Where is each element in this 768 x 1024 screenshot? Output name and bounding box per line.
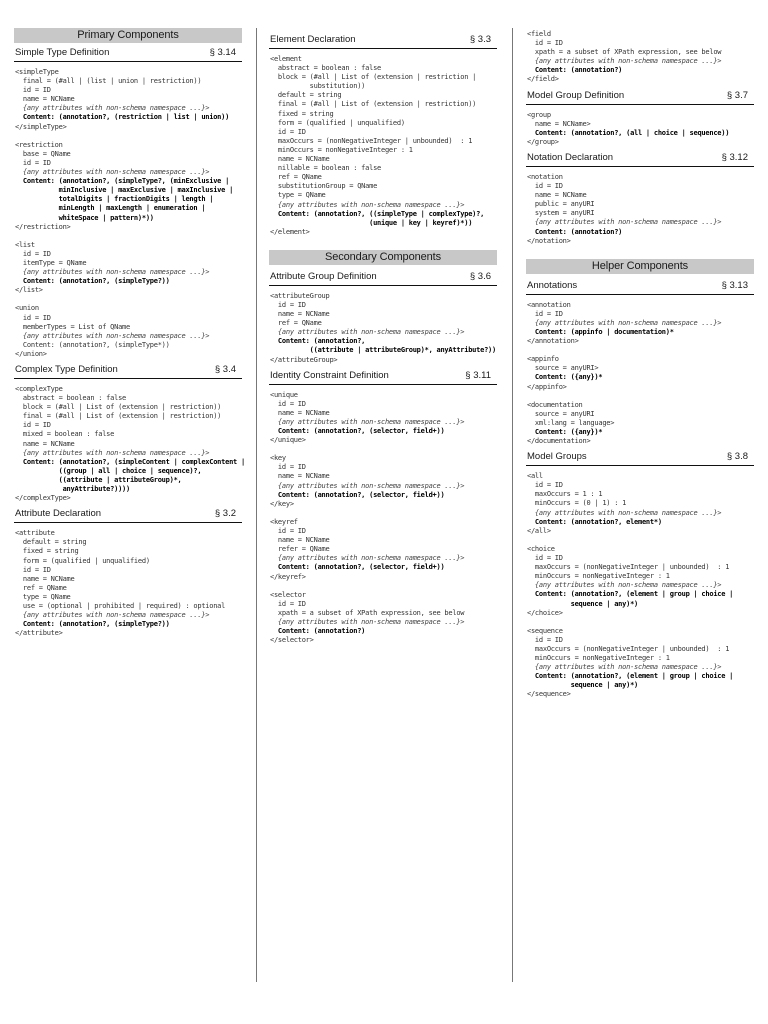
code-line: <element (270, 55, 302, 63)
code-line: </group> (527, 137, 559, 146)
code-line: {any attributes with non-schema namespace ...}> (527, 218, 722, 227)
field-code (527, 30, 754, 85)
code-line: {any attributes with non-schema namespace ...}> (527, 663, 722, 672)
code-line: {any attributes with non-schema namespace ...}> (270, 417, 465, 426)
section-ref: § 3.13 (721, 279, 748, 291)
section-title: Model Groups (527, 451, 587, 463)
code-line: <annotation (527, 300, 571, 309)
code-line: id = ID (15, 313, 51, 322)
section-title: Complex Type Definition (15, 364, 118, 375)
code-line: name = NCName (270, 155, 330, 164)
simple-type-code (15, 68, 242, 359)
element-declaration-heading (269, 32, 497, 49)
model-groups-heading (526, 449, 754, 466)
code-line (527, 536, 754, 545)
code-line: name = NCName (15, 574, 75, 583)
code-line: use = (optional | prohibited | required) : optional (15, 601, 226, 610)
code-line: {any attributes with non-schema namespace ...}> (15, 104, 210, 113)
code-line: name = NCName> (527, 119, 591, 128)
element-declaration-code (270, 55, 497, 237)
code-line: source = anyURI (527, 409, 595, 418)
code-line: </field> (527, 75, 559, 84)
code-line: id = ID (270, 463, 306, 472)
code-line: name = NCName (15, 439, 75, 448)
code-line: Content: (annotation?, (simpleType?, (minExclusive | (15, 177, 230, 186)
code-line: type = QName (270, 191, 326, 200)
code-line: <key (270, 454, 286, 463)
section-ref: § 3.6 (469, 270, 491, 282)
code-line: ((attribute | attributeGroup)*, (15, 475, 182, 484)
code-line: <notation (527, 172, 563, 181)
code-line: <all (527, 472, 543, 481)
code-line: Content: (annotation?, (element | group | choice | (527, 590, 734, 599)
notation-declaration-heading (526, 150, 754, 167)
code-line: Content: (annotation?, (270, 337, 366, 346)
code-line (527, 618, 754, 627)
code-line: Content: (annotation?, (simpleType?)) (15, 277, 170, 286)
model-groups-code (527, 472, 754, 699)
code-line: </attribute> (15, 629, 63, 638)
attribute-group-code (270, 292, 497, 365)
code-line: maxOccurs = (nonNegativeInteger | unbounded) : 1 (527, 644, 730, 653)
code-line: ((attribute | attributeGroup)*, anyAttribute?)) (270, 346, 496, 355)
code-line: fixed = string (270, 109, 334, 118)
attribute-declaration-code (15, 529, 242, 638)
code-line (270, 509, 497, 518)
code-line: {any attributes with non-schema namespace ...}> (15, 268, 210, 277)
code-line: form = (qualified | unqualified) (15, 556, 150, 565)
code-line: {any attributes with non-schema namespace ...}> (270, 200, 465, 209)
simple-type-heading (14, 45, 242, 62)
code-line: Content: (annotation?, (simpleContent | complexContent | (15, 457, 245, 466)
code-line: Content: (appinfo | documentation)* (527, 327, 674, 336)
code-line (15, 132, 242, 141)
code-line: type = QName (15, 592, 71, 601)
code-line: Content: (annotation?, ((simpleType | complexType)?, (270, 209, 485, 218)
code-line: </annotation> (527, 337, 579, 346)
code-line: </sequence> (527, 690, 571, 699)
code-line: Content: (annotation?, (selector, field+)) (270, 563, 445, 572)
code-line: substitution)) (270, 82, 366, 91)
code-line (527, 346, 754, 355)
code-line: </simpleType> (15, 122, 67, 131)
code-line: abstract = boolean : false (15, 394, 127, 403)
code-line: minOccurs = (0 | 1) : 1 (527, 499, 627, 508)
code-line: {any attributes with non-schema namespace ...}> (270, 617, 465, 626)
code-line: final = (#all | List of (extension | restriction)) (15, 412, 222, 421)
code-line: <documentation (527, 400, 583, 409)
section-ref: § 3.7 (726, 89, 748, 101)
section-ref: § 3.12 (721, 151, 748, 163)
attribute-declaration-heading (14, 506, 242, 523)
code-line: </restriction> (15, 222, 71, 231)
code-line: Content: (annotation?, (selector, field+)) (270, 490, 445, 499)
code-line (527, 392, 754, 401)
section-ref: § 3.4 (214, 364, 236, 375)
code-line: </documentation> (527, 437, 591, 446)
code-line: id = ID (527, 481, 563, 490)
section-ref: § 3.2 (214, 508, 236, 520)
code-line: id = ID (527, 39, 563, 48)
code-line: xpath = a subset of XPath expression, see below (527, 48, 722, 57)
identity-constraint-heading (269, 368, 497, 385)
code-line: name = NCName (527, 191, 587, 200)
section-ref: § 3.14 (209, 47, 236, 58)
code-line: minLength | maxLength | enumeration | (15, 204, 206, 213)
code-line: {any attributes with non-schema namespace ...}> (527, 57, 722, 66)
code-line: block = (#all | List of (extension | restriction)) (15, 403, 222, 412)
model-group-definition-heading (526, 88, 754, 105)
code-line: <field (527, 30, 551, 38)
notation-declaration-code (527, 173, 754, 246)
code-line: Content: (annotation?, (all | choice | sequence)) (527, 128, 730, 137)
code-line: </attributeGroup> (270, 355, 338, 364)
code-line: minInclusive | maxExclusive | maxInclusive | (15, 186, 234, 195)
code-line: <attribute (15, 529, 55, 538)
code-line: </key> (270, 499, 294, 508)
code-line: </union> (15, 349, 47, 358)
code-line: {any attributes with non-schema namespace ...}> (270, 554, 465, 563)
code-line: final = (#all | List of (extension | restriction)) (270, 100, 477, 109)
code-line: nillable = boolean : false (270, 164, 382, 173)
section-title: Annotations (527, 279, 578, 291)
code-line: Content: ({any})* (527, 428, 603, 436)
code-line: id = ID (527, 309, 563, 318)
code-line: ((group | all | choice | sequence)?, (15, 466, 202, 475)
code-line: <attributeGroup (270, 291, 330, 300)
code-line: id = ID (15, 421, 51, 430)
code-line: Content: (annotation?, element*) (527, 517, 662, 526)
code-line: id = ID (270, 527, 306, 536)
code-line: maxOccurs = 1 : 1 (527, 490, 603, 499)
column-3 (526, 28, 754, 700)
code-line: id = ID (15, 86, 51, 95)
code-line: form = (qualified | unqualified) (270, 118, 405, 127)
code-line: <group (527, 110, 551, 119)
code-line: fixed = string (15, 547, 79, 556)
code-line: </keyref> (270, 572, 306, 581)
section-title: Identity Constraint Definition (270, 369, 389, 381)
code-line: block = (#all | List of (extension | restriction | (270, 73, 477, 82)
section-title: Attribute Group Definition (270, 270, 377, 282)
code-line (15, 295, 242, 304)
code-line: </element> (270, 227, 310, 236)
code-line: Content: (annotation?) (270, 627, 366, 636)
column-divider-1 (256, 28, 257, 982)
code-line: name = NCName (270, 310, 330, 319)
code-line: id = ID (270, 399, 306, 408)
code-line: <choice (527, 544, 555, 553)
secondary-components-band: Secondary Components (269, 250, 497, 265)
code-line: <appinfo (527, 355, 559, 364)
code-line: xml:lang = language> (527, 418, 615, 427)
code-line: itemType = QName (15, 258, 87, 267)
code-line: Content: (annotation?, (simpleType?)) (15, 620, 170, 629)
code-line (270, 582, 497, 591)
code-line: <unique (270, 390, 298, 399)
code-line: xpath = a subset of XPath expression, see below (270, 608, 465, 617)
code-line: name = NCName (270, 536, 330, 545)
attribute-group-heading (269, 269, 497, 286)
code-line: id = ID (15, 249, 51, 258)
code-line: <complexType (15, 385, 63, 393)
code-line: name = NCName (270, 408, 330, 417)
code-line: {any attributes with non-schema namespace ...}> (270, 328, 465, 337)
code-line: id = ID (270, 300, 306, 309)
code-line: whiteSpace | pattern)*)) (15, 213, 154, 222)
code-line: refer = QName (270, 545, 330, 554)
code-line: </appinfo> (527, 382, 567, 391)
code-line: name = NCName (270, 472, 330, 481)
code-line: <union (15, 304, 39, 313)
model-group-definition-code (527, 111, 754, 147)
code-line: ref = QName (15, 583, 67, 592)
code-line: abstract = boolean : false (270, 64, 382, 73)
code-line: Content: (annotation?) (527, 66, 623, 75)
code-line: <restriction (15, 140, 63, 149)
code-line: system = anyURI (527, 209, 595, 218)
code-line: mixed = boolean : false (15, 430, 115, 439)
code-line: substitutionGroup = QName (270, 182, 378, 191)
code-line: Content: (annotation?, (element | group | choice | (527, 672, 734, 681)
code-line: id = ID (527, 182, 563, 191)
code-line: Content: ({any})* (527, 373, 603, 382)
section-title: Simple Type Definition (15, 47, 110, 58)
section-ref: § 3.11 (465, 369, 491, 381)
code-line: anyAttribute?)))) (15, 485, 130, 494)
code-line: {any attributes with non-schema namespace ...}> (270, 481, 465, 490)
code-line: </list> (15, 286, 43, 295)
code-line: <selector (270, 590, 306, 599)
code-line: Content: (annotation?, (restriction | list | union)) (15, 113, 230, 122)
code-line: <list (15, 240, 35, 249)
code-line: final = (#all | (list | union | restriction)) (15, 77, 202, 86)
code-line: </unique> (270, 436, 306, 445)
code-line: Content: (annotation?, (selector, field+)) (270, 427, 445, 435)
column-2 (269, 28, 497, 645)
column-1 (14, 28, 245, 638)
complex-type-code (15, 385, 245, 503)
code-line: {any attributes with non-schema namespace ...}> (15, 168, 210, 177)
code-line: <simpleType (15, 68, 59, 76)
code-line: id = ID (527, 554, 563, 563)
primary-components-band: Primary Components (14, 28, 242, 43)
column-divider-2 (512, 28, 513, 982)
code-line: maxOccurs = (nonNegativeInteger | unbounded) : 1 (527, 563, 730, 572)
code-line: <keyref (270, 517, 298, 526)
code-line: public = anyURI (527, 200, 595, 209)
code-line: {any attributes with non-schema namespace ...}> (527, 318, 722, 327)
code-line: </all> (527, 526, 551, 535)
code-line: </selector> (270, 636, 314, 645)
code-line: id = ID (270, 599, 306, 608)
code-line: {any attributes with non-schema namespace ...}> (15, 331, 210, 340)
identity-constraint-code (270, 391, 497, 646)
code-line: id = ID (15, 565, 51, 574)
code-line (15, 232, 242, 241)
code-line: Content: (annotation?) (527, 227, 623, 236)
code-line: {any attributes with non-schema namespace ...}> (15, 611, 210, 620)
code-line: {any attributes with non-schema namespace ...}> (527, 581, 722, 590)
code-line: minOccurs = nonNegativeInteger : 1 (527, 654, 670, 663)
section-title: Model Group Definition (527, 89, 625, 101)
annotations-code (527, 301, 754, 447)
code-line: id = ID (15, 158, 51, 167)
annotations-heading (526, 278, 754, 295)
code-line: id = ID (270, 127, 306, 136)
code-line: base = QName (15, 149, 71, 158)
code-line: maxOccurs = (nonNegativeInteger | unbounded) : 1 (270, 136, 473, 145)
code-line: id = ID (527, 635, 563, 644)
section-title: Notation Declaration (527, 151, 614, 163)
code-line: default = string (15, 538, 87, 547)
code-line: </complexType> (15, 494, 71, 503)
code-line: sequence | any)*) (527, 681, 639, 690)
section-title: Attribute Declaration (15, 508, 102, 520)
section-title: Element Declaration (270, 34, 356, 45)
helper-components-band: Helper Components (526, 259, 754, 274)
code-line: totalDigits | fractionDigits | length | (15, 195, 214, 204)
code-line: memberTypes = List of QName (15, 322, 130, 331)
code-line: source = anyURI> (527, 364, 599, 373)
code-line: </notation> (527, 236, 571, 245)
section-ref: § 3.8 (726, 451, 748, 463)
code-line: sequence | any)*) (527, 599, 639, 608)
code-line: ref = QName (270, 173, 322, 182)
code-line: ref = QName (270, 319, 322, 328)
section-ref: § 3.3 (469, 34, 491, 45)
code-line: {any attributes with non-schema namespace ...}> (527, 508, 722, 517)
code-line: default = string (270, 91, 342, 100)
code-line: (unique | key | keyref)*)) (270, 218, 473, 227)
complex-type-heading (14, 362, 242, 379)
code-line: <sequence (527, 626, 563, 635)
code-line: name = NCName (15, 95, 75, 104)
code-line: {any attributes with non-schema namespace ...}> (15, 448, 210, 457)
code-line: Content: (annotation?, (simpleType*)) (15, 340, 170, 349)
code-line: minOccurs = nonNegativeInteger : 1 (270, 145, 413, 154)
code-line: </choice> (527, 608, 563, 617)
code-line (270, 445, 497, 454)
code-line: minOccurs = nonNegativeInteger : 1 (527, 572, 670, 581)
